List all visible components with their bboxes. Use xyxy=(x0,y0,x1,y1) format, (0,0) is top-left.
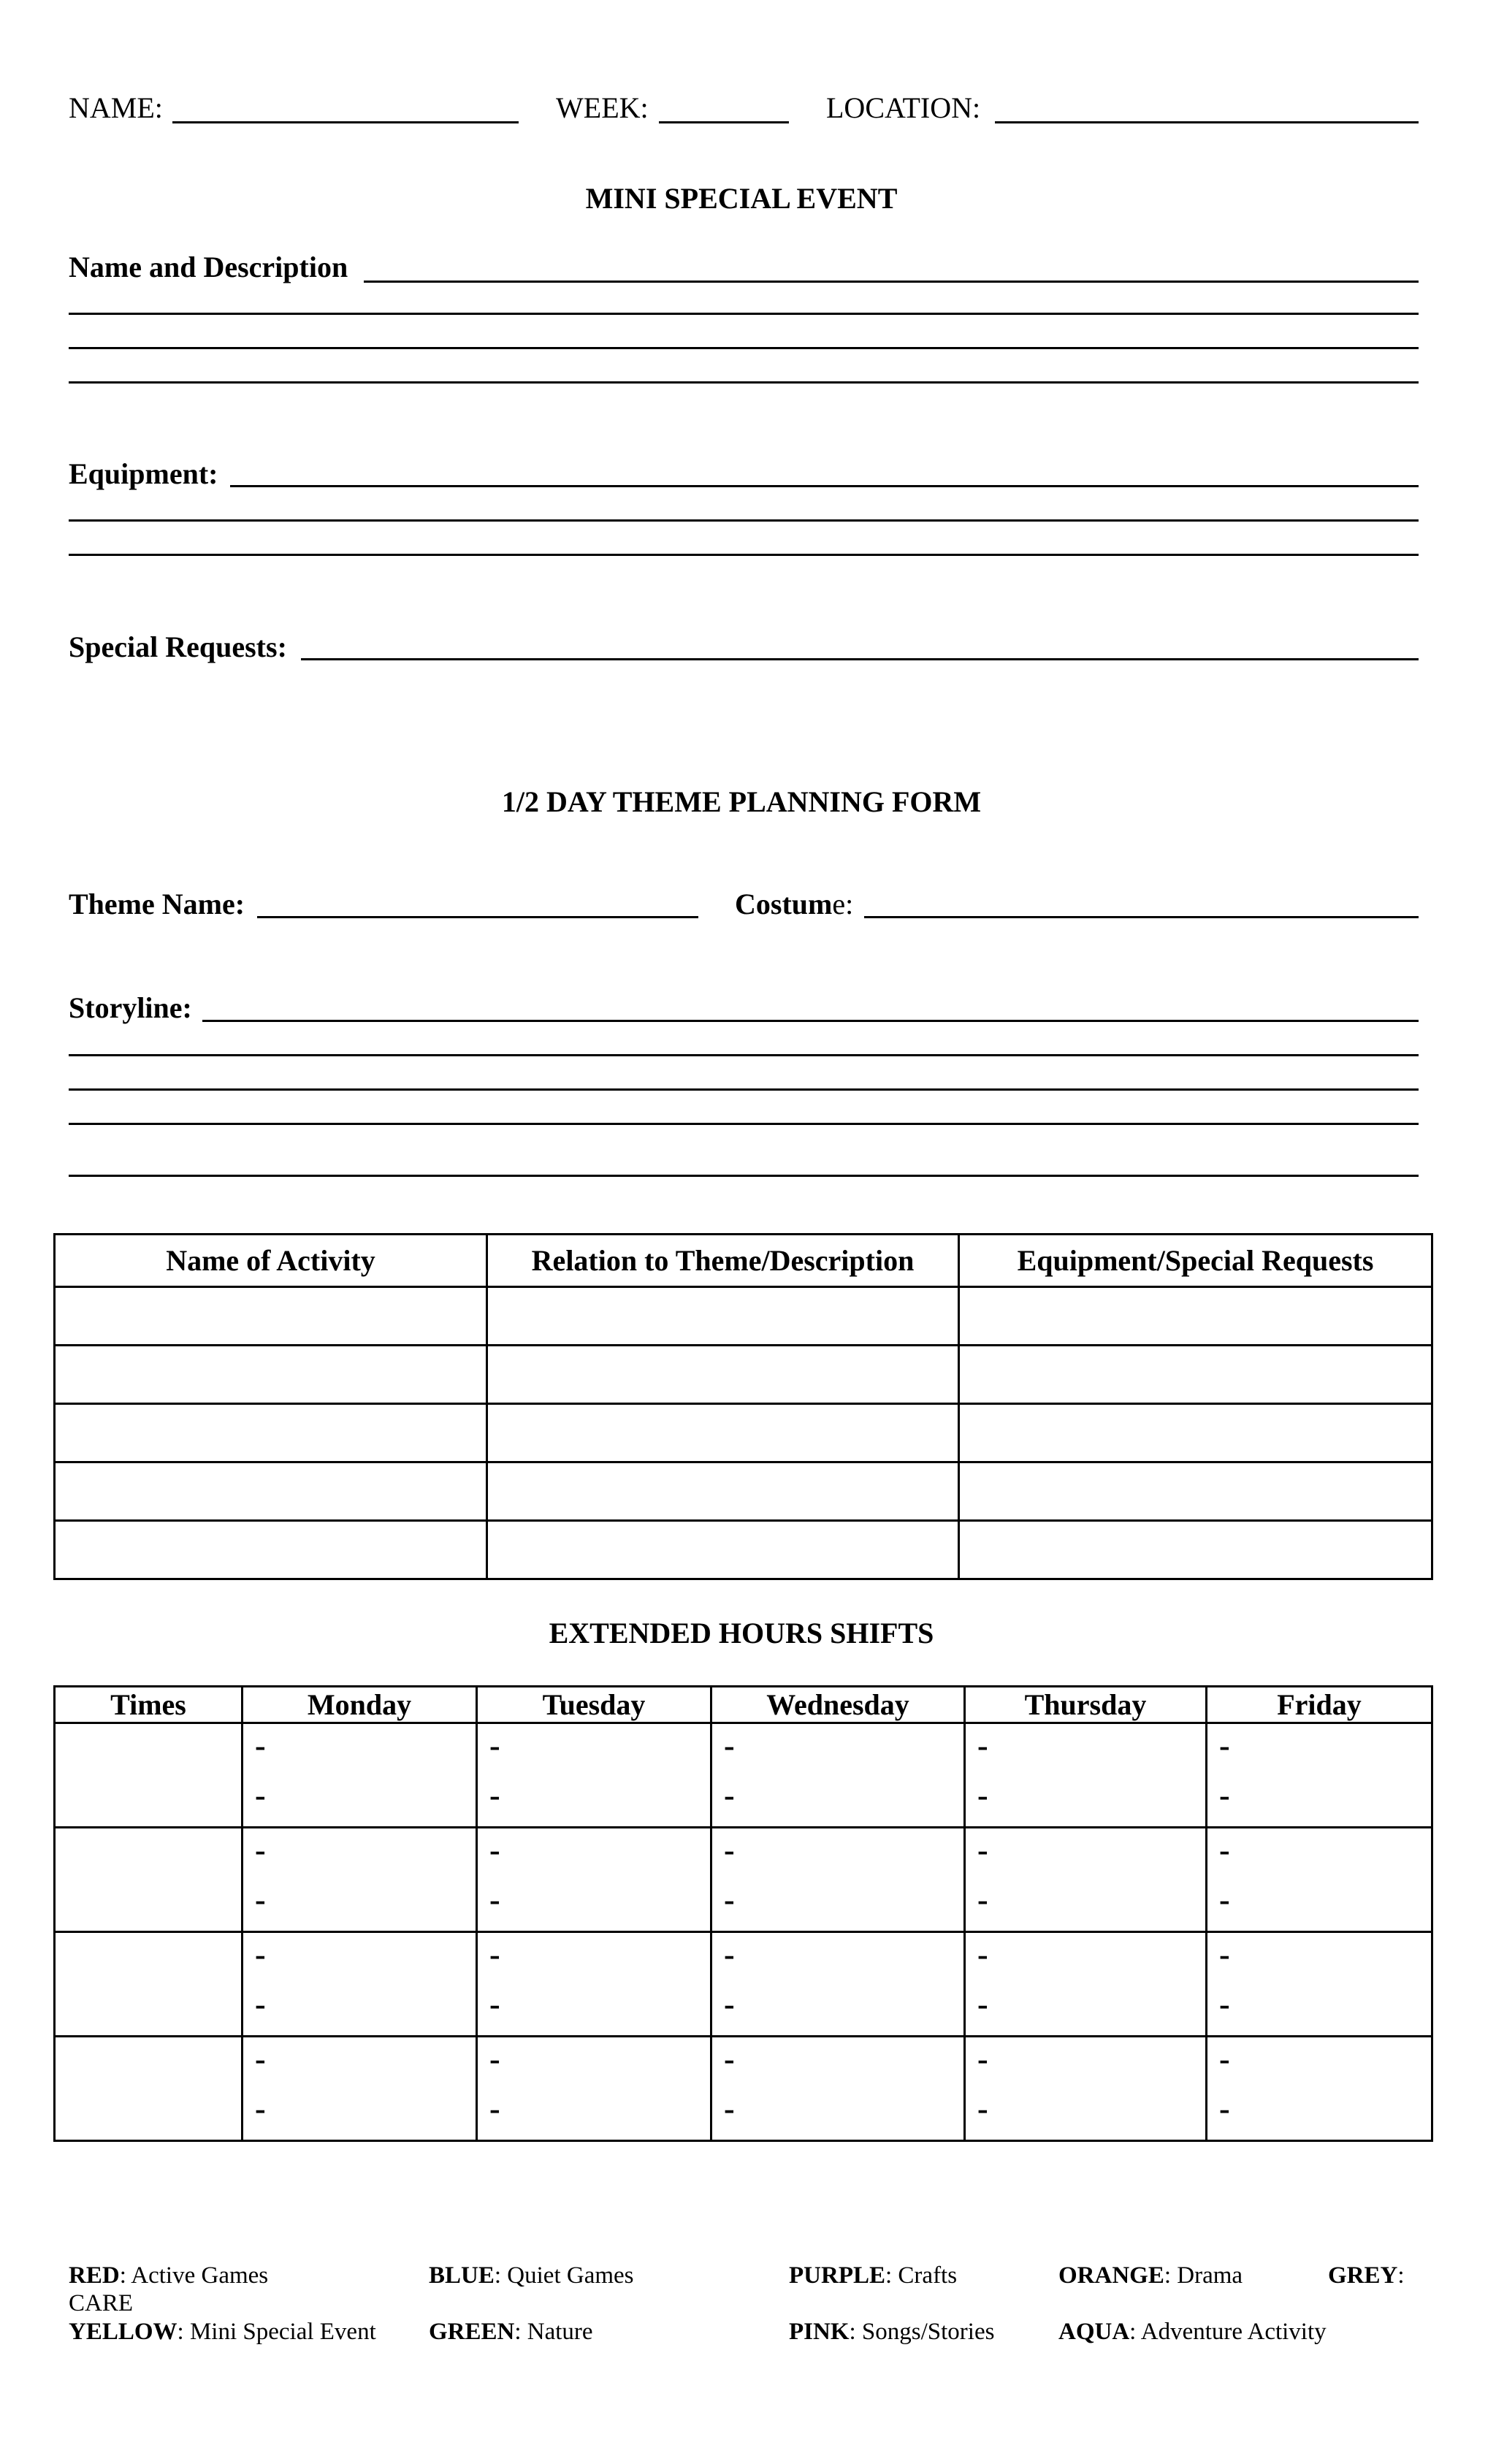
shift-dash: - xyxy=(977,1777,988,1813)
legend-purple xyxy=(789,2264,957,2288)
shift-day-cell[interactable] xyxy=(477,2037,711,2141)
shift-day-cell[interactable] xyxy=(965,2037,1207,2141)
activity-cell[interactable] xyxy=(487,1462,959,1521)
legend-aqua xyxy=(1058,2320,1327,2344)
shift-dash: - xyxy=(255,2091,266,2127)
special-requests-label: Special Requests: xyxy=(69,630,287,663)
shift-dash: - xyxy=(489,1937,500,1972)
shift-dash: - xyxy=(724,2091,735,2127)
shift-dash: - xyxy=(977,2091,988,2127)
shift-header-times: Times xyxy=(55,1687,243,1723)
shift-day-cell[interactable] xyxy=(965,1723,1207,1828)
legend-red-value: : Active Games xyxy=(119,2262,269,2289)
shift-time-cell[interactable] xyxy=(55,1828,243,1932)
shift-dash: - xyxy=(1219,1937,1230,1972)
shift-dash: - xyxy=(724,1937,735,1972)
legend-red xyxy=(69,2264,268,2288)
shift-header-monday: Monday xyxy=(243,1687,477,1723)
shift-dash: - xyxy=(489,1728,500,1763)
shift-day-cell[interactable] xyxy=(243,1723,477,1828)
table-row xyxy=(55,1932,1432,2037)
shift-day-cell[interactable] xyxy=(1207,1932,1432,2037)
name-field[interactable] xyxy=(172,121,519,123)
theme-planning-title: 1/2 DAY THEME PLANNING FORM xyxy=(501,785,982,818)
costume-label xyxy=(735,890,853,919)
legend-orange-value: : Drama xyxy=(1164,2262,1243,2289)
shift-dash: - xyxy=(489,1986,500,2022)
name-description-label: Name and Description xyxy=(69,251,348,283)
activity-header-name: Name of Activity xyxy=(55,1235,487,1287)
shift-dash: - xyxy=(255,1832,266,1868)
equipment-line[interactable] xyxy=(69,554,1419,556)
extended-hours-table xyxy=(53,1685,1433,2142)
shift-dash: - xyxy=(724,2041,735,2077)
shift-header-thursday: Thursday xyxy=(965,1687,1207,1723)
legend-grey-value: : xyxy=(1397,2262,1405,2289)
shift-dash: - xyxy=(1219,1986,1230,2022)
legend-blue xyxy=(429,2264,634,2288)
storyline-line[interactable] xyxy=(69,1175,1419,1177)
table-row xyxy=(55,1521,1432,1579)
table-row xyxy=(55,1404,1432,1462)
shift-dash: - xyxy=(977,1882,988,1918)
activity-cell[interactable] xyxy=(487,1346,959,1404)
shift-dash: - xyxy=(724,1986,735,2022)
shift-dash: - xyxy=(977,1937,988,1972)
shift-time-cell[interactable] xyxy=(55,1723,243,1828)
shift-day-cell[interactable] xyxy=(711,1828,965,1932)
shift-dash: - xyxy=(255,1986,266,2022)
legend-grey-key: GREY xyxy=(1328,2262,1398,2289)
legend-purple-key: PURPLE xyxy=(789,2262,885,2289)
table-row xyxy=(55,1462,1432,1521)
legend-yellow xyxy=(69,2320,376,2344)
legend-pink-key: PINK xyxy=(789,2319,850,2345)
legend-blue-value: : Quiet Games xyxy=(494,2262,634,2289)
name-description-line[interactable] xyxy=(69,313,1419,315)
location-label: LOCATION: xyxy=(826,91,981,124)
legend-orange-key: ORANGE xyxy=(1058,2262,1164,2289)
shift-time-cell[interactable] xyxy=(55,2037,243,2141)
activity-cell[interactable] xyxy=(487,1287,959,1346)
shift-day-cell[interactable] xyxy=(1207,1828,1432,1932)
legend-orange xyxy=(1058,2264,1243,2288)
activity-table xyxy=(53,1233,1433,1580)
shift-dash: - xyxy=(977,1728,988,1763)
equipment-label: Equipment: xyxy=(69,457,218,490)
shift-day-cell[interactable] xyxy=(477,1932,711,2037)
shift-day-cell[interactable] xyxy=(965,1932,1207,2037)
table-row xyxy=(55,2037,1432,2141)
shift-dash: - xyxy=(1219,1882,1230,1918)
activity-cell[interactable] xyxy=(55,1462,487,1521)
legend-blue-key: BLUE xyxy=(429,2262,495,2289)
shift-day-cell[interactable] xyxy=(1207,2037,1432,2141)
shift-day-cell[interactable] xyxy=(711,2037,965,2141)
shift-dash: - xyxy=(255,1728,266,1763)
activity-cell[interactable] xyxy=(487,1521,959,1579)
shift-dash: - xyxy=(255,1882,266,1918)
shift-dash: - xyxy=(977,1832,988,1868)
shift-dash: - xyxy=(255,1937,266,1972)
storyline-field[interactable] xyxy=(202,1020,1419,1022)
shift-dash: - xyxy=(977,1986,988,2022)
name-label: NAME: xyxy=(69,91,163,124)
shift-dash: - xyxy=(489,1777,500,1813)
activity-cell[interactable] xyxy=(487,1404,959,1462)
table-row xyxy=(55,1346,1432,1404)
shift-day-cell[interactable] xyxy=(243,1932,477,2037)
activity-cell[interactable] xyxy=(959,1521,1432,1579)
shift-dash: - xyxy=(977,2041,988,2077)
legend-care: CARE xyxy=(69,2290,134,2316)
shift-day-cell[interactable] xyxy=(1207,1723,1432,1828)
costume-field[interactable] xyxy=(864,916,1419,918)
equipment-field[interactable] xyxy=(230,485,1419,487)
shift-header-tuesday: Tuesday xyxy=(477,1687,711,1723)
legend-yellow-key: YELLOW xyxy=(69,2319,178,2345)
week-label: WEEK: xyxy=(556,91,649,124)
shift-rows xyxy=(55,1723,1432,2141)
equipment-line[interactable] xyxy=(69,519,1419,522)
shift-dash: - xyxy=(489,2091,500,2127)
activity-cell[interactable] xyxy=(959,1287,1432,1346)
storyline-line[interactable] xyxy=(69,1123,1419,1125)
legend-yellow-value: : Mini Special Event xyxy=(177,2319,376,2345)
shift-dash: - xyxy=(1219,2091,1230,2127)
extended-hours-title: EXTENDED HOURS SHIFTS xyxy=(549,1617,934,1649)
shift-dash: - xyxy=(255,1777,266,1813)
shift-dash: - xyxy=(1219,2041,1230,2077)
theme-name-field[interactable] xyxy=(257,916,698,918)
name-description-line[interactable] xyxy=(69,381,1419,384)
shift-dash: - xyxy=(1219,1728,1230,1763)
name-description-field[interactable] xyxy=(364,281,1419,283)
legend-green xyxy=(429,2320,593,2344)
costume-label-bold: Costum xyxy=(735,888,833,920)
legend-grey xyxy=(1328,2264,1405,2288)
shift-dash: - xyxy=(1219,1777,1230,1813)
activity-header-equipment: Equipment/Special Requests xyxy=(959,1235,1432,1287)
legend-red-key: RED xyxy=(69,2262,120,2289)
storyline-line[interactable] xyxy=(69,1088,1419,1091)
mini-special-event-title: MINI SPECIAL EVENT xyxy=(585,182,898,215)
legend-purple-value: : Crafts xyxy=(885,2262,958,2289)
shift-day-cell[interactable] xyxy=(477,1828,711,1932)
legend-pink xyxy=(789,2320,994,2344)
shift-day-cell[interactable] xyxy=(711,1932,965,2037)
shift-time-cell[interactable] xyxy=(55,1932,243,2037)
special-requests-field[interactable] xyxy=(301,658,1419,660)
legend-pink-value: : Songs/Stories xyxy=(849,2319,995,2345)
shift-dash: - xyxy=(724,1777,735,1813)
activity-cell[interactable] xyxy=(55,1346,487,1404)
week-field[interactable] xyxy=(659,121,789,123)
costume-label-rest: e: xyxy=(832,888,854,920)
activity-cell[interactable] xyxy=(959,1404,1432,1462)
name-description-line[interactable] xyxy=(69,347,1419,349)
shift-dash: - xyxy=(724,1728,735,1763)
shift-day-cell[interactable] xyxy=(477,1723,711,1828)
table-row xyxy=(55,1287,1432,1346)
legend-aqua-key: AQUA xyxy=(1058,2319,1130,2345)
legend-aqua-value: : Adventure Activity xyxy=(1129,2319,1327,2345)
shift-day-cell[interactable] xyxy=(711,1723,965,1828)
shift-header-wednesday: Wednesday xyxy=(711,1687,965,1723)
shift-day-cell[interactable] xyxy=(965,1828,1207,1932)
shift-dash: - xyxy=(255,2041,266,2077)
activity-cell[interactable] xyxy=(959,1346,1432,1404)
shift-dash: - xyxy=(724,1832,735,1868)
shift-day-cell[interactable] xyxy=(243,2037,477,2141)
activity-cell[interactable] xyxy=(55,1521,487,1579)
activity-cell[interactable] xyxy=(959,1462,1432,1521)
storyline-label: Storyline: xyxy=(69,991,192,1024)
shift-dash: - xyxy=(489,2041,500,2077)
activity-cell[interactable] xyxy=(55,1404,487,1462)
shift-header-friday: Friday xyxy=(1207,1687,1432,1723)
shift-dash: - xyxy=(489,1882,500,1918)
shift-dash: - xyxy=(489,1832,500,1868)
storyline-line[interactable] xyxy=(69,1054,1419,1056)
shift-dash: - xyxy=(724,1882,735,1918)
shift-day-cell[interactable] xyxy=(243,1828,477,1932)
table-row xyxy=(55,1828,1432,1932)
legend-green-key: GREEN xyxy=(429,2319,515,2345)
activity-header-relation: Relation to Theme/Description xyxy=(487,1235,959,1287)
shift-dash: - xyxy=(1219,1832,1230,1868)
activity-cell[interactable] xyxy=(55,1287,487,1346)
location-field[interactable] xyxy=(995,121,1419,123)
table-row xyxy=(55,1723,1432,1828)
theme-name-label: Theme Name: xyxy=(69,888,245,920)
legend-green-value: : Nature xyxy=(514,2319,593,2345)
